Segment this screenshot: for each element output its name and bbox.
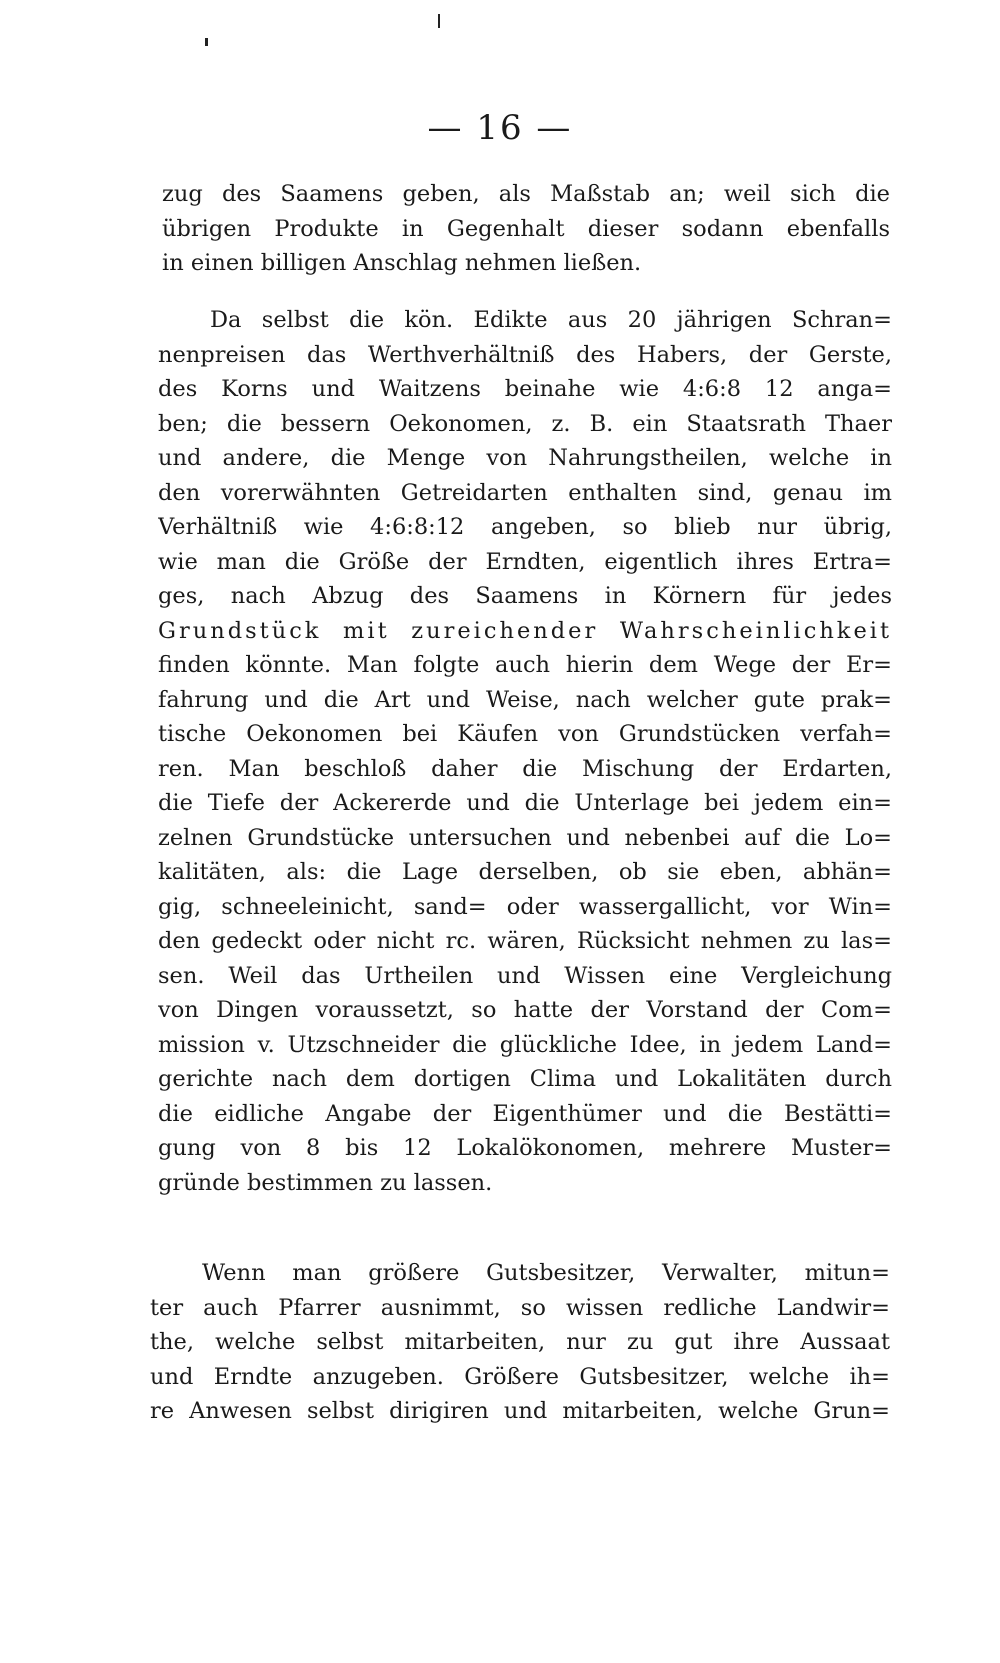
text-line: mission v. Utzschneider die glückliche Idee, in jedem Land= [158, 1031, 892, 1058]
text-line: ren. Man beschloß daher die Mischung der Erdarten, [158, 755, 892, 782]
page-number: — 16 — [427, 108, 573, 148]
text-line: sen. Weil das Urtheilen und Wissen eine Vergleichung [158, 962, 892, 989]
text-line: nenpreisen das Werthverhältniß des Habers, der Gerste, [158, 341, 892, 368]
text-line: gig, schneeleinicht, sand= oder wassergallicht, vor Win= [158, 893, 892, 920]
text-line: Wenn man größere Gutsbesitzer, Verwalter, mitun= [202, 1260, 890, 1286]
text-line: die Tiefe der Ackererde und die Unterlage bei jedem ein= [158, 790, 892, 816]
text-line: in einen billigen Anschlag nehmen ließen. [162, 250, 642, 276]
text-line: zug des Saamens geben, als Maßstab an; weil sich die [162, 181, 890, 207]
paragraph-2 [158, 303, 892, 1200]
text-line: des Korns und Waitzens beinahe wie 4:6:8 12 anga= [158, 376, 892, 402]
print-mark [205, 38, 208, 46]
text-line: tische Oekonomen bei Käufen von Grundstücken verfah= [158, 721, 892, 747]
paragraph-3 [150, 1256, 890, 1429]
text-line: übrigen Produkte in Gegenhalt dieser sodann ebenfalls [162, 215, 890, 242]
text-line: die eidliche Angabe der Eigenthümer und die Bestätti= [158, 1100, 892, 1127]
paragraph-1 [162, 177, 890, 281]
text-line: gung von 8 bis 12 Lokalökonomen, mehrere Muster= [158, 1135, 892, 1161]
text-line: wie man die Größe der Erndten, eigentlich ihres Ertra= [158, 548, 892, 575]
text-line: Da selbst die kön. Edikte aus 20 jährigen Schran= [210, 307, 892, 333]
text-line: den gedeckt oder nicht rc. wären, Rücksicht nehmen zu las= [158, 928, 892, 954]
text-line: Verhältniß wie 4:6:8:12 angeben, so blieb nur übrig, [158, 514, 892, 540]
text-line: den vorerwähnten Getreidarten enthalten sind, genau im [158, 479, 892, 506]
text-line: the, welche selbst mitarbeiten, nur zu gut ihre Aussaat [150, 1329, 890, 1355]
text-line: gründe bestimmen zu lassen. [158, 1169, 493, 1196]
text-line: ges, nach Abzug des Saamens in Körnern für jedes [158, 583, 892, 609]
text-line: gerichte nach dem dortigen Clima und Lokalitäten durch [158, 1066, 892, 1092]
text-line: und andere, die Menge von Nahrungstheilen, welche in [158, 445, 892, 471]
text-line: zelnen Grundstücke untersuchen und nebenbei auf die Lo= [158, 824, 892, 851]
text-line: von Dingen voraussetzt, so hatte der Vorstand der Com= [158, 997, 892, 1023]
print-mark [438, 14, 440, 28]
text-line: ben; die bessern Oekonomen, z. B. ein Staatsrath Thaer [158, 410, 892, 437]
text-line: re Anwesen selbst dirigiren und mitarbeiten, welche Grun= [150, 1398, 890, 1424]
text-line: ter auch Pfarrer ausnimmt, so wissen redliche Landwir= [150, 1294, 890, 1321]
text-line: und Erndte anzugeben. Größere Gutsbesitzer, welche ih= [150, 1363, 890, 1390]
text-line: Grundstück mit zureichender Wahrscheinlichkeit [158, 617, 892, 644]
text-line: fahrung und die Art und Weise, nach welcher gute prak= [158, 686, 892, 713]
text-line: kalitäten, als: die Lage derselben, ob sie eben, abhän= [158, 859, 892, 885]
text-line: finden könnte. Man folgte auch hierin dem Wege der Er= [158, 652, 892, 678]
